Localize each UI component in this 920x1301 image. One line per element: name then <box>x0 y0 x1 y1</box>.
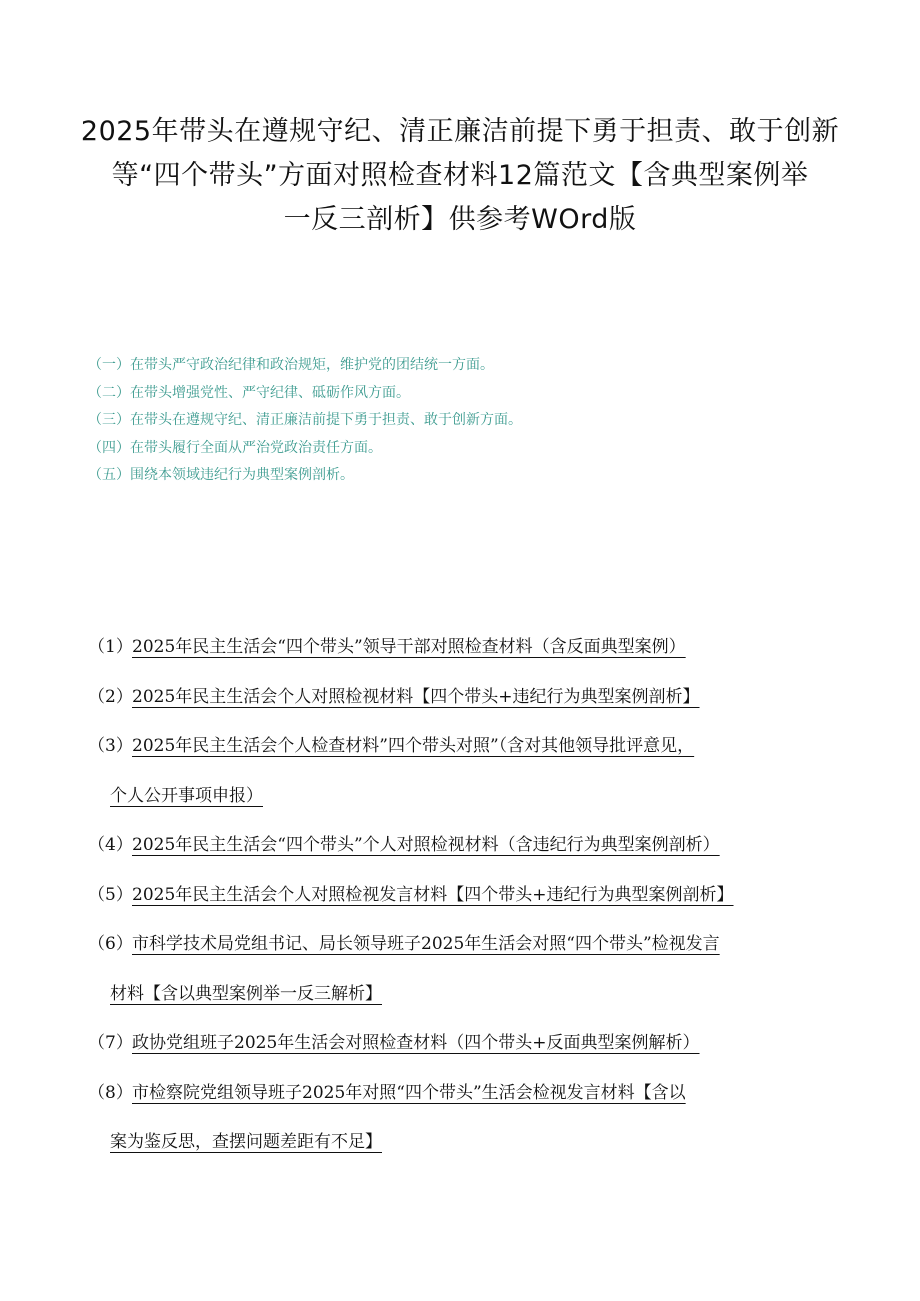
article-number: （1） <box>88 637 133 657</box>
article-link-continuation[interactable]: 材料【含以典型案例举一反三解析】 <box>110 983 382 1004</box>
article-item <box>88 729 858 828</box>
title-line-2: 等“四个带头”方面对照检查材料12篇范文【含典型案例举 <box>111 160 809 191</box>
article-number: （3） <box>88 736 133 756</box>
article-number: （5） <box>88 884 133 905</box>
article-item <box>88 1026 858 1076</box>
section-outline <box>88 352 848 490</box>
article-link[interactable]: 2025年民主生活会个人检查材料”四个带头对照”（含对其他领导批评意见， <box>132 736 695 756</box>
article-link[interactable]: 2025年民主生活会个人对照检视发言材料【四个带头+违纪行为典型案例剖析】 <box>132 884 734 905</box>
article-link-continuation[interactable]: 案为鉴反思，查摆问题差距有不足】 <box>110 1132 382 1152</box>
outline-item: （二）在带头增强党性、严守纪律、砥砺作风方面。 <box>88 384 410 401</box>
title-line-3: 一反三剖析】供参考WOrd版 <box>283 204 637 235</box>
outline-item: （四）在带头履行全面从严治党政治责任方面。 <box>88 439 382 456</box>
article-number: （4） <box>88 835 133 855</box>
article-item <box>88 630 858 680</box>
article-link-continuation[interactable]: 个人公开事项申报） <box>110 785 263 806</box>
outline-item: （一）在带头严守政治纪律和政治规矩，维护党的团结统一方面。 <box>88 357 494 373</box>
article-link[interactable]: 2025年民主生活会“四个带头”个人对照检视材料（含违纪行为典型案例剖析） <box>132 835 720 855</box>
article-link[interactable]: 政协党组班子2025年生活会对照检查材料（四个带头+反面典型案例解析） <box>132 1033 700 1053</box>
article-number: （2） <box>88 686 133 707</box>
article-number: （6） <box>88 934 133 954</box>
article-link[interactable]: 2025年民主生活会个人对照检视材料【四个带头+违纪行为典型案例剖析】 <box>132 686 700 707</box>
title-line-1: 2025年带头在遵规守纪、清正廉洁前提下勇于担责、敢于创新 <box>80 116 840 147</box>
article-item <box>88 680 858 730</box>
article-link-list <box>88 630 858 1175</box>
article-item <box>88 927 858 1026</box>
article-item <box>88 1076 858 1175</box>
article-link[interactable]: 市检察院党组领导班子2025年对照“四个带头”生活会检视发言材料【含以 <box>132 1082 686 1103</box>
article-number: （7） <box>88 1033 133 1053</box>
article-number: （8） <box>88 1082 133 1103</box>
outline-item: （五）围绕本领域违纪行为典型案例剖析。 <box>88 467 354 483</box>
article-item <box>88 878 858 928</box>
document-title <box>60 110 860 242</box>
outline-item: （三）在带头在遵规守纪、清正廉洁前提下勇于担责、敢于创新方面。 <box>88 412 522 428</box>
article-link[interactable]: 市科学技术局党组书记、局长领导班子2025年生活会对照“四个带头”检视发言 <box>132 934 720 954</box>
article-item <box>88 828 858 878</box>
article-link[interactable]: 2025年民主生活会“四个带头”领导干部对照检查材料（含反面典型案例） <box>132 637 686 657</box>
